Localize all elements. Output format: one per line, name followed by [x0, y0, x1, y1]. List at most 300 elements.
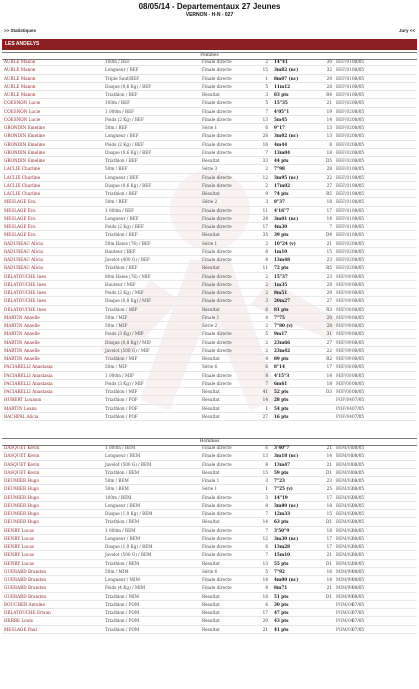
performance: 23m66: [274, 339, 291, 345]
level: BEF/01: [336, 232, 352, 238]
place: 2: [265, 182, 268, 188]
place: 11: [262, 207, 268, 213]
place: 2: [265, 281, 268, 287]
athlete-name[interactable]: DELATOUCHE Ines: [4, 281, 46, 287]
points: 13: [326, 133, 332, 139]
event: 50m Haies (76) / BEF: [105, 240, 151, 246]
category: 08/05: [352, 314, 365, 320]
round: Finale directe: [202, 380, 232, 386]
athlete-name[interactable]: MESLAGE Eva: [4, 207, 36, 213]
table-row: [2, 380, 417, 388]
round: Série 1: [202, 125, 218, 130]
table-row: [2, 551, 417, 559]
athlete-name[interactable]: DEUMIER Hugo: [4, 478, 39, 483]
category: 08/05: [352, 478, 365, 483]
performance: 7"23: [274, 478, 285, 483]
place: 5: [265, 568, 268, 574]
event: Longueur / BEM: [105, 535, 141, 541]
event: Disque (0,6 Kg) / BEF: [105, 83, 152, 89]
table-row: [2, 108, 417, 116]
athlete-name[interactable]: AUBLE Manon: [4, 83, 36, 89]
club-header: LES ANDELYS: [2, 39, 417, 50]
athlete-name[interactable]: LACLIE Charline: [4, 182, 41, 188]
athlete-name[interactable]: DELATOUCHE Ines: [4, 306, 46, 312]
level: BEF/02: [336, 133, 352, 139]
performance: 15m10: [274, 552, 291, 558]
category: 08/05: [352, 75, 365, 81]
athlete-name[interactable]: DEUMIER Hugo: [4, 519, 39, 525]
event: Triathlon / MIF: [105, 389, 138, 394]
athlete-name[interactable]: HENRY Lucas: [4, 552, 34, 558]
athlete-name[interactable]: COESNON Lucie: [4, 108, 41, 114]
place: 14: [262, 577, 268, 582]
category: 08/05: [352, 469, 365, 475]
table-row: [2, 314, 417, 322]
athlete-name[interactable]: DASQUET Kevin: [4, 461, 40, 467]
points: 17: [326, 544, 332, 549]
round: Résultat: [202, 306, 220, 312]
performance: 51 pts: [274, 593, 289, 599]
athlete-name[interactable]: AUBLE Manon: [4, 67, 36, 73]
category: 08/05: [352, 100, 365, 106]
category: 08/05: [352, 108, 365, 114]
performance: 11m12: [274, 83, 291, 89]
athlete-name[interactable]: PACIARELLI Anastasia: [4, 380, 53, 386]
level: MIF/00: [336, 372, 352, 378]
performance: 47 pts: [274, 610, 289, 615]
performance: 4m44: [274, 141, 288, 147]
round: Série 2: [202, 323, 218, 328]
table-row: [2, 132, 417, 140]
place: 6: [265, 445, 268, 450]
women-results: [2, 58, 417, 421]
table-row: [2, 231, 417, 239]
athlete-name[interactable]: DEUMIER Hugo: [4, 486, 39, 492]
points: 21: [326, 100, 332, 106]
table-row: [2, 355, 417, 363]
table-row: [2, 322, 417, 330]
points: R3: [326, 306, 332, 312]
round: Finale directe: [202, 133, 232, 139]
level: BEF/01: [336, 224, 352, 229]
level: MIF/00: [336, 273, 352, 279]
athlete-name[interactable]: GUERARD Brandon: [4, 585, 47, 591]
performance: 12m33: [274, 511, 291, 516]
performance: 43 pts: [274, 618, 289, 624]
round: Série 6: [202, 364, 218, 370]
category: 08/05: [352, 133, 365, 139]
category: 08/05: [352, 265, 365, 271]
athlete-name[interactable]: HUBERT Louison: [4, 397, 42, 403]
athlete-name[interactable]: DASQUET Kevin: [4, 445, 40, 450]
athlete-name[interactable]: DEUMIER Hugo: [4, 494, 39, 500]
points: 28: [326, 166, 332, 172]
place: 2: [265, 323, 268, 328]
section-women: Femmes: [2, 52, 417, 60]
event: 50m / MIF: [105, 364, 128, 370]
place: 3: [265, 92, 268, 97]
place: 2: [265, 59, 268, 64]
performance: 81 pts: [274, 306, 289, 312]
place: 3: [265, 478, 268, 483]
points: 23: [326, 273, 332, 279]
page-title: 08/05/14 - Departementaux 27 Jeunes: [138, 2, 281, 11]
athlete-name[interactable]: MARTIN Anaelle: [4, 314, 40, 320]
points: D1: [325, 519, 332, 525]
men-results: [2, 444, 417, 634]
event: Triathlon / BEM: [105, 469, 140, 475]
athlete-name[interactable]: GUERARD Brandon: [4, 593, 47, 599]
place: 8: [265, 372, 268, 378]
round: Série 1: [202, 486, 218, 492]
level: BEF/02: [336, 240, 352, 246]
category: 08/05: [352, 174, 365, 180]
place: 5: [265, 331, 268, 337]
event: 1 000m / BEM: [105, 445, 136, 450]
place: 28: [262, 133, 268, 139]
athlete-name[interactable]: DELATOUCHE Ines: [4, 290, 46, 295]
table-row: [2, 157, 417, 165]
athlete-name[interactable]: PACIARELLI Anastasia: [4, 389, 53, 394]
performance: 3m95 (nc): [274, 174, 299, 180]
athlete-name[interactable]: MARTIN Anaelle: [4, 331, 40, 337]
round: Finale directe: [202, 75, 232, 81]
place: 6: [265, 364, 268, 370]
table-row: [2, 330, 417, 338]
statistics-link[interactable]: >> Statistiques: [4, 28, 37, 33]
points: R2: [326, 356, 332, 361]
place: 5: [265, 83, 268, 89]
points: 19: [326, 108, 332, 114]
table-row: [2, 297, 417, 305]
level: BEF/02: [336, 108, 352, 114]
round: Finale directe: [202, 577, 232, 582]
points: D1: [325, 593, 332, 599]
points: D3: [325, 389, 332, 394]
athlete-name[interactable]: MARTIN Anaelle: [4, 347, 40, 353]
level: BEF/02: [336, 265, 352, 271]
round: Finale directe: [202, 502, 232, 508]
place: 13: [262, 453, 268, 459]
table-row: [2, 527, 417, 535]
category: 08/05: [352, 290, 365, 295]
table-row: [2, 207, 417, 215]
athlete-name[interactable]: PACIARELLI Anastasia: [4, 364, 53, 370]
level: MIF/99: [336, 356, 352, 361]
event: Hauteur / MIF: [105, 281, 136, 287]
place: 3: [265, 494, 268, 500]
performance: 89 pts: [274, 356, 289, 361]
event: Javelot (500 G) / BEM: [105, 552, 152, 558]
level: POM/04: [336, 601, 354, 607]
performance: 3m01 (nc): [274, 215, 299, 221]
points: 14: [326, 453, 332, 459]
round: Résultat: [202, 397, 220, 403]
round: Finale directe: [202, 273, 232, 279]
level: BEM/02: [336, 544, 354, 549]
athlete-name[interactable]: COESNON Lucie: [4, 100, 41, 106]
athlete-name[interactable]: HENRY Lucas: [4, 535, 34, 541]
place: 6: [265, 125, 268, 130]
level: MIM/99: [336, 593, 353, 599]
athlete-name[interactable]: COESNON Lucie: [4, 116, 41, 122]
level: MIF/00: [336, 281, 352, 287]
performance: 16 pts: [274, 413, 289, 419]
place: 7: [265, 527, 268, 533]
event: Hauteur / BEF: [105, 248, 136, 254]
performance: 15"37: [274, 273, 288, 279]
athlete-name[interactable]: DELATOUCHE Ines: [4, 298, 46, 304]
athlete-name[interactable]: RADUREAU Alicia: [4, 265, 44, 271]
event: 100m / BEF: [105, 100, 131, 106]
event: 1 000m / MIF: [105, 372, 134, 378]
place: 9: [265, 191, 268, 196]
table-row: [2, 165, 417, 173]
level: BEF/01: [336, 67, 352, 73]
athlete-name[interactable]: HENRY Lucas: [4, 544, 34, 549]
athlete-name[interactable]: MARTIN Leana: [4, 405, 37, 411]
athlete-name[interactable]: PACIARELLI Anastasia: [4, 372, 53, 378]
round: Finale directe: [202, 224, 232, 229]
athlete-name[interactable]: BOUCHER Antoine: [4, 601, 45, 607]
athlete-name[interactable]: RADUREAU Alicia: [4, 248, 44, 254]
table-row: [2, 141, 417, 149]
category: 08/05: [352, 182, 365, 188]
level: BEF/01: [336, 182, 352, 188]
athlete-name[interactable]: HENRY Lucas: [4, 527, 34, 533]
athlete-name[interactable]: LACLIE Charline: [4, 174, 41, 180]
athlete-name[interactable]: GRONDIN Emeline: [4, 125, 45, 130]
performance: 59 pts: [274, 469, 289, 475]
level: MIF/99: [336, 323, 352, 328]
round: Résultat: [202, 560, 220, 566]
points: 14: [326, 577, 332, 582]
points: 29: [326, 75, 332, 81]
points: 18: [326, 149, 332, 155]
event: Triathlon / MIF: [105, 356, 138, 361]
athlete-name[interactable]: DEUMIER Hugo: [4, 502, 39, 508]
athlete-name[interactable]: GRONDIN Emeline: [4, 141, 45, 147]
category: 08/05: [352, 527, 365, 533]
place: 11: [262, 265, 268, 271]
table-row: [2, 149, 417, 157]
performance: 15"35: [274, 100, 288, 106]
level: BEF/02: [336, 248, 352, 254]
points: 28: [326, 323, 332, 328]
round: Finale directe: [202, 461, 232, 467]
place: 12: [262, 535, 268, 541]
category: 08/05: [352, 323, 365, 328]
place: 6: [265, 544, 268, 549]
athlete-name[interactable]: MARTIN Anaelle: [4, 339, 40, 345]
athlete-name[interactable]: MESLAGE Eva: [4, 232, 36, 238]
points: 22: [326, 347, 332, 353]
level: POF/04: [336, 397, 352, 403]
table-row: [2, 264, 417, 272]
athlete-name[interactable]: GUERARD Brandon: [4, 568, 47, 574]
athlete-name[interactable]: GRONDIN Emeline: [4, 149, 45, 155]
round: Finale directe: [202, 215, 232, 221]
table-row: [2, 593, 417, 601]
athlete-name[interactable]: MESLAGE Eva: [4, 215, 36, 221]
athlete-name[interactable]: MESLAGE Paul: [4, 626, 37, 632]
table-row: [2, 174, 417, 182]
level: MIF/00: [336, 298, 352, 304]
athlete-name[interactable]: GRONDIN Emeline: [4, 133, 45, 139]
round: Finale directe: [202, 331, 232, 337]
athlete-name[interactable]: DELATOUCHE Erwan: [4, 610, 51, 615]
level: POM/04: [336, 618, 354, 624]
level: MIF/00: [336, 290, 352, 295]
athlete-name[interactable]: AUBLE Manon: [4, 92, 36, 97]
place: 7: [265, 511, 268, 516]
table-row: [2, 99, 417, 107]
category: 08/05: [352, 568, 365, 574]
athlete-name[interactable]: LACLIE Charline: [4, 191, 41, 196]
athlete-name[interactable]: DELATOUCHE Ines: [4, 273, 46, 279]
event: Triathlon / BEF: [105, 92, 138, 97]
level: MIM/99: [336, 568, 353, 574]
jury-link[interactable]: Jury <<: [398, 28, 415, 33]
level: BEF/02: [336, 257, 352, 262]
category: 08/05: [352, 298, 365, 304]
athlete-name[interactable]: HERBE Louis: [4, 618, 33, 624]
round: Finale directe: [202, 453, 232, 459]
athlete-name[interactable]: AUBLE Manon: [4, 59, 36, 64]
nav-bar: [2, 28, 417, 36]
round: Finale directe: [202, 494, 232, 500]
category: 08/05: [352, 116, 365, 122]
athlete-name[interactable]: RACHPAL Alicia: [4, 413, 39, 419]
athlete-name[interactable]: DASQUET Kevin: [4, 453, 40, 459]
place: 14: [262, 519, 268, 525]
round: Finale directe: [202, 298, 232, 304]
event: 50m / BEF: [105, 166, 128, 172]
category: 08/05: [352, 389, 365, 394]
points: 23: [326, 478, 332, 483]
category: 08/05: [352, 232, 365, 238]
athlete-name[interactable]: MARTIN Anaelle: [4, 356, 40, 361]
performance: 14"41: [274, 59, 288, 64]
athlete-name[interactable]: LACLIE Charline: [4, 166, 41, 172]
place: 7: [265, 380, 268, 386]
place: 5: [265, 100, 268, 106]
athlete-name[interactable]: GRONDIN Emeline: [4, 158, 45, 163]
table-row: [2, 273, 417, 281]
round: Finale directe: [202, 174, 232, 180]
table-row: [2, 609, 417, 617]
round: Finale directe: [202, 445, 232, 450]
place: 3: [265, 199, 268, 205]
place: 16: [262, 141, 268, 147]
event: Poids (3 Kg) / MIF: [105, 290, 144, 295]
points: D4: [325, 232, 332, 238]
round: Finale directe: [202, 248, 232, 254]
athlete-name[interactable]: MESLAGE Eva: [4, 199, 36, 205]
points: 28: [326, 281, 332, 287]
category: 08/05: [352, 552, 365, 558]
place: 7: [265, 149, 268, 155]
performance: 63 pts: [274, 519, 289, 525]
round: Finale directe: [202, 141, 232, 147]
level: POF/04: [336, 413, 352, 419]
athlete-name[interactable]: RADUREAU Alicia: [4, 257, 44, 262]
table-row: [2, 372, 417, 380]
table-row: [2, 182, 417, 190]
performance: 8m07 (nc): [274, 75, 299, 81]
place: 2: [265, 273, 268, 279]
event: Longueur / BEF: [105, 215, 139, 221]
round: Série 1: [202, 240, 218, 246]
round: Résultat: [202, 389, 220, 394]
place: 35: [262, 232, 268, 238]
points: R5: [326, 265, 332, 271]
points: 7: [329, 224, 332, 229]
place: 13: [262, 116, 268, 122]
round: Finale directe: [202, 83, 232, 89]
athlete-name[interactable]: HENRY Lucas: [4, 560, 34, 566]
athlete-name[interactable]: AUBLE Manon: [4, 75, 36, 81]
table-row: [2, 477, 417, 485]
performance: 13m47: [274, 461, 291, 467]
level: BEF/01: [336, 92, 352, 97]
level: MIF/99: [336, 331, 352, 337]
points: 18: [326, 380, 332, 386]
table-row: [2, 584, 417, 592]
round: Résultat: [202, 519, 220, 525]
athlete-name[interactable]: MARTIN Anaelle: [4, 323, 40, 328]
event: 1 000m / BEF: [105, 207, 135, 213]
athlete-name[interactable]: RADUREAU Alicia: [4, 240, 44, 246]
level: MIF/99: [336, 314, 352, 320]
table-row: [2, 388, 417, 396]
performance: 9m17: [274, 331, 288, 337]
points: 28: [326, 83, 332, 89]
category: 08/05: [352, 281, 365, 287]
athlete-name[interactable]: MESLAGE Eva: [4, 224, 36, 229]
round: Résultat: [202, 405, 220, 411]
athlete-name[interactable]: DASQUET Kevin: [4, 469, 40, 475]
event: Disque (0,6 Kg) / BEF: [105, 182, 152, 188]
event: Poids (2 Kg) / BEF: [105, 116, 144, 122]
place: 15: [262, 469, 268, 475]
points: 14: [326, 116, 332, 122]
table-row: [2, 240, 417, 248]
round: Finale directe: [202, 116, 232, 122]
athlete-name[interactable]: DEUMIER Hugo: [4, 511, 39, 516]
points: 15: [326, 248, 332, 254]
points: D1: [325, 469, 332, 475]
performance: 23m42: [274, 347, 291, 353]
points: D1: [325, 560, 332, 566]
table-row: [2, 223, 417, 231]
athlete-name[interactable]: GUERARD Brandon: [4, 577, 47, 582]
points: 18: [326, 199, 332, 205]
round: Finale directe: [202, 544, 232, 549]
round: Finale directe: [202, 281, 232, 287]
performance: 3m82 (nc): [274, 67, 299, 73]
points: R5: [326, 191, 332, 196]
performance: 74 pts: [274, 191, 289, 196]
level: BEF/01: [336, 174, 352, 180]
event: Poids (3 Kg) / MIF: [105, 331, 144, 337]
place: 12: [262, 174, 268, 180]
performance: 13m04: [274, 149, 291, 155]
performance: 7"75: [274, 314, 285, 320]
category: 07/05: [352, 397, 365, 403]
event: Triathlon / POM: [105, 610, 140, 615]
place: 20: [262, 618, 268, 624]
